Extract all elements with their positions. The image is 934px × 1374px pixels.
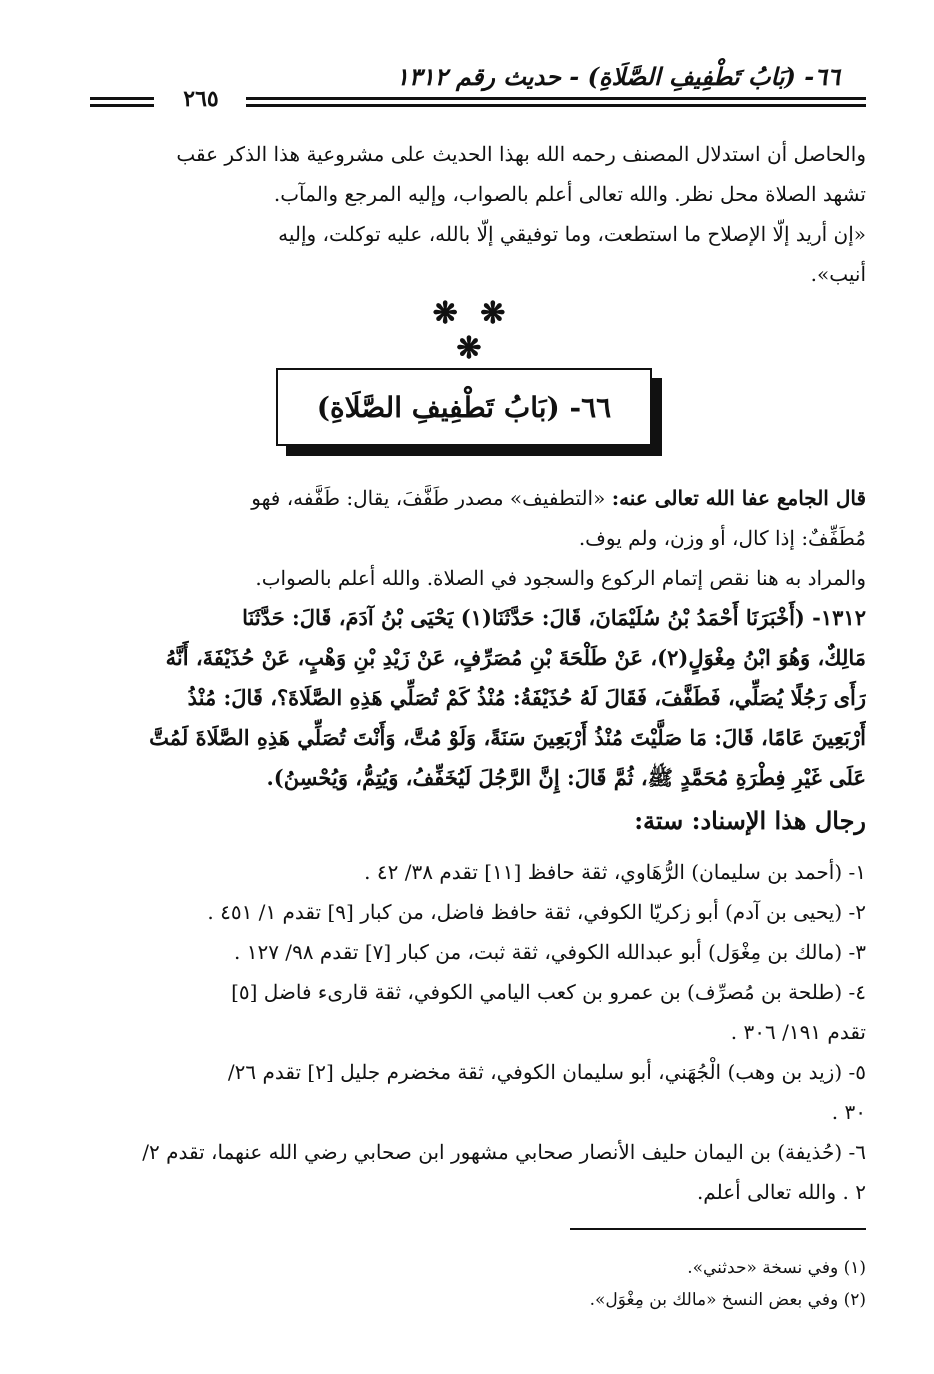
intro-line: أنيب».: [810, 262, 866, 286]
footnote-rule: [570, 1228, 866, 1230]
narrators-list: [88, 852, 866, 1212]
chapter-title-box: [276, 368, 652, 446]
chapter-title: ٦٦- (بَابُ تَطْفِيفِ الصَّلَاةِ): [316, 390, 612, 424]
narrator-line: ٦- (حُذيفة) بن اليمان حليف الأنصار صحابي مشهور ابن صحابي رضي الله عنهما، تقدم ٢/: [142, 1140, 866, 1164]
intro-line: والحاصل أن استدلال المصنف رحمه الله بهذا الحديث على مشروعية هذا الذكر عقب: [176, 142, 866, 166]
commentary-paragraph: [88, 478, 866, 598]
hadith-line: أَرْبَعِينَ عَامًا، قَالَ: مَا صَلَّيْتَ مُنْذُ أَرْبَعِينَ سَنَةً، وَلَوْ مُتَّ، وَأَنْتَ تُصَلِّي هَذِهِ الصَّلَاةَ لَمُتَّ: [149, 725, 866, 750]
hadith-line: رَأَى رَجُلًا يُصَلِّي، فَطَفَّفَ، فَقَالَ لَهُ حُذَيْفَةُ: مُنْذُ كَمْ تُصَلِّي هَذِهِ الصَّلَاةَ؟، قَالَ: مُنْذُ: [187, 685, 866, 710]
narrator-line: ٤- (طلحة بن مُصرِّف) بن عمرو بن كعب اليامي الكوفي، ثقة قارىء فاضل [٥]: [231, 980, 866, 1004]
narrators-heading: رجال هذا الإسناد: ستة:: [634, 806, 866, 835]
section-separator: ❋ ❋ ❋: [432, 296, 512, 366]
hadith-line: مَالِكٌ، وَهُوَ ابْنُ مِغْوَلٍ(٢)، عَنْ طَلْحَةَ بْنِ مُصَرِّفٍ، عَنْ زَيْدِ بْنِ وَهْبٍ، عَنْ حُذَيْفَةَ، أَنَّهُ: [165, 645, 866, 670]
narrator-line: ٣- (مالك بن مِغْوَل) أبو عبدالله الكوفي، ثقة ثبت، من كبار [٧] تقدم ٩٨/ ١٢٧ .: [234, 940, 866, 964]
intro-line: تشهد الصلاة محل نظر. والله تعالى أعلم بالصواب، وإليه المرجع والمآب.: [273, 182, 866, 206]
narrator-line: ٥- (زيد بن وهب) الْجُهَني، أبو سليمان الكوفي، ثقة مخضرم جليل [٢] تقدم ٢٦/: [227, 1060, 866, 1084]
intro-line: «إن أريد إلّا الإصلاح ما استطعت، وما توفيقي إلّا بالله، عليه توكلت، وإليه: [278, 222, 866, 246]
footnote: (١) وفي نسخة «حدثني».: [687, 1258, 866, 1278]
page-number: ٢٦٥: [183, 86, 219, 112]
commentary-text: «التطفيف» مصدر طَفَّفَ، يقال: طَفَّفه، فهو: [251, 486, 606, 510]
hadith-text: [88, 598, 866, 798]
header-rule-right: [246, 97, 866, 107]
commentary-line: [88, 478, 866, 518]
narrator-line: ٣٠ .: [831, 1100, 866, 1124]
header-rule-left: [90, 97, 154, 107]
commentary-line: والمراد به هنا نقص إتمام الركوع والسجود في الصلاة. والله أعلم بالصواب.: [255, 566, 866, 590]
narrator-line: ١- (أحمد بن سليمان) الرُّهَاوي، ثقة حافظ [١١] تقدم ٣٨/ ٤٢ .: [364, 860, 866, 884]
hadith-line: عَلَى غَيْرِ فِطْرَةِ مُحَمَّدٍ ﷺ، ثُمَّ قَالَ: إِنَّ الرَّجُلَ لَيُخَفِّفُ، وَيُتِمُّ، وَيُحْسِنُ).: [266, 765, 866, 790]
running-title: ٦٦- (بَابُ تَطْفِيفِ الصَّلَاةِ) - حديث رقم ١٣١٢: [395, 62, 840, 91]
narrator-line: ٢- (يحيى بن آدم) أبو زكريّا الكوفي، ثقة حافظ فاضل، من كبار [٩] تقدم ١/ ٤٥١ .: [207, 900, 866, 924]
hadith-line: ١٣١٢- (أَخْبَرَنَا أَحْمَدُ بْنُ سُلَيْمَانَ، قَالَ: حَدَّثَنَا(١) يَحْيَى بْنُ آدَمَ، قَالَ: حَدَّثَنَا: [242, 605, 866, 630]
narrator-line: ٢ . والله تعالى أعلم.: [696, 1180, 866, 1204]
intro-paragraph: [88, 134, 866, 294]
footnote: (٢) وفي بعض النسخ «مالك بن مِغْوَل».: [589, 1290, 866, 1310]
commentary-lead: قال الجامع عفا الله تعالى عنه:: [611, 486, 866, 510]
narrator-line: تقدم ١٩١/ ٣٠٦ .: [730, 1020, 866, 1044]
commentary-line: مُطَفِّفٌ: إذا كال، أو وزن، ولم يوف.: [578, 526, 866, 550]
